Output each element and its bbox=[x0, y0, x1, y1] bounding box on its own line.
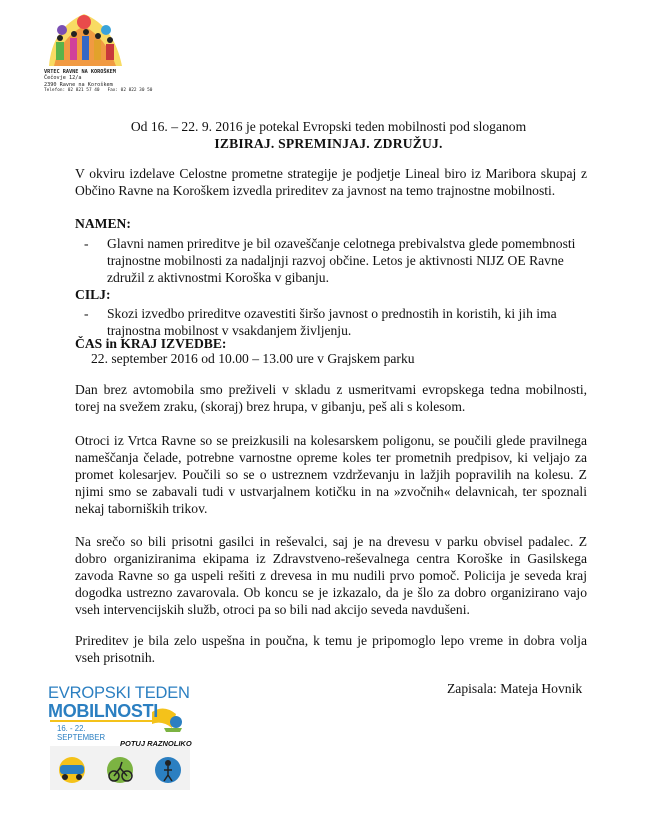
namen-heading: NAMEN: bbox=[75, 216, 131, 231]
cilj-text: Skozi izvedbo prireditve ozavestiti širšo javnost o prednostih in koristih, ki jih ima trajnostna mobilnost v vsakdanjem življenju. bbox=[107, 306, 557, 338]
org-postal: 2390 Ravne na Koroškem bbox=[44, 81, 113, 88]
kindergarten-logo bbox=[44, 8, 126, 68]
slogan: IZBIRAJ. SPREMINJAJ. ZDRUŽUJ. bbox=[214, 136, 443, 151]
cilj-heading: CILJ: bbox=[75, 287, 111, 302]
kindergarten-address bbox=[44, 69, 153, 94]
paragraph-intro: V okviru izdelave Celostne prometne strategije je podjetje Lineal biro iz Maribora skupaj z Občino Ravne na Koroškem izvedla prireditev za javnost na temo trajnostne mobilnosti. bbox=[75, 166, 587, 198]
paragraph-car-free-day: Dan brez avtomobila smo preživeli v skladu z usmeritvami evropskega tedna mobilnosti, torej na svežem zraku, (skoraj) brez hrupa, v gibanju, peš ali s kolesom. bbox=[75, 382, 587, 414]
mobility-week-month: SEPTEMBER bbox=[57, 733, 106, 742]
paragraph-conclusion: Prireditev je bila zelo uspešna in poučna, k temu je pripomoglo lepo vreme in dobra volja vseh prisotnih. bbox=[75, 633, 587, 665]
cilj-dash: - bbox=[84, 306, 89, 321]
mobility-week-title-line2: MOBILNOSTI bbox=[48, 701, 158, 721]
namen-dash: - bbox=[84, 236, 89, 251]
paragraph-children: Otroci iz Vrtca Ravne so se preizkusili na kolesarskem poligonu, se poučili glede pravilnega nameščanja čelade, potrebne varnostne opreme koles ter prometnih predpisov, ki veljajo za promet kolesarjev. Poučili so se o ustreznem vzdrževanju in lažjih popravilih na kolesu. Z njimi smo se zabavali tudi v ustvarjalnem kotičku in na »zvočnih« delavnicah, ter spoznali nekaj taborniških trikov. bbox=[75, 433, 587, 516]
cas-text: 22. september 2016 od 10.00 – 13.00 ure v Grajskem parku bbox=[91, 351, 415, 366]
org-fax: Fax: 02 822 30 50 bbox=[107, 87, 153, 93]
org-street: Čečovje 12/a bbox=[44, 75, 82, 82]
namen-list-item bbox=[84, 235, 587, 286]
org-name: VRTEC RAVNE NA KOROŠKEM bbox=[44, 69, 116, 75]
cas-heading: ČAS in KRAJ IZVEDBE: bbox=[75, 336, 227, 351]
paragraph-rescue: Na srečo so bili prisotni gasilci in reševalci, saj je na drevesu v parku obvisel padalec. Z dobro organiziranima ekipama iz Zdravstveno-reševalnega centra Koroške in Gasilskega zavoda Ravne so ga uspeli rešiti z drevesa in mu nudili prvo pomoč. Policija je seveda kraj dogodka ustrezno zavarovala. Ob koncu se je izkazalo, da je šlo za dobro organizirano vajo vseh intervencijskih služb, otroci pa so bili nad akcijo seveda navdušeni. bbox=[75, 534, 587, 617]
mobility-week-tagline: POTUJ RAZNOLIKO bbox=[120, 739, 192, 748]
org-tel: Telefon: 02 821 57 40 bbox=[44, 87, 100, 93]
namen-text: Glavni namen prireditve je bil ozaveščanje celotnega prebivalstva glede pomembnosti trajnostne mobilnosti za nadaljnji razvoj občine. Letos je aktivnosti NIJZ OE Ravne združil z aktivnostmi Koroška v gibanju. bbox=[107, 236, 576, 285]
cilj-list-item bbox=[84, 305, 587, 339]
mobility-week-title-line1: EVROPSKI TEDEN bbox=[48, 684, 190, 702]
signature: Zapisala: Mateja Hovnik bbox=[447, 681, 583, 696]
mobility-week-dates: 16. - 22. bbox=[57, 724, 86, 733]
intro-line: Od 16. – 22. 9. 2016 je potekal Evropski teden mobilnosti pod sloganom bbox=[130, 119, 527, 134]
